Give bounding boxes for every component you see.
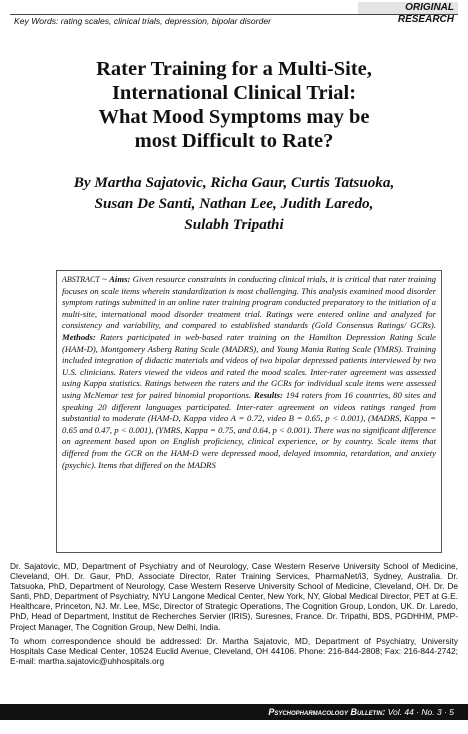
abstract-box: ABSTRACT ~ Aims: Given resource constraints in conducting clinical trials, it is critical that rater training focuses on scale items wherein standardization is most challenging. This analysis examined mood disorder symptom ratings submitted in an online rater training program conducted preparatory to the initiation of a multi-site, international mood disorder treatment trial. Ratings were entered online and analyzed for consistency and variability, and compared to established standards (Gold Consensus Ratings/ GCRs). Methods: Raters participated in web-based rater training on the Hamilton Depression Rating Scale (HAM-D), Montgomery Asberg Rating Scale (MADRS), and Young Mania Rating Scale (YMRS). Training included integration of didactic materials and videos of two bipolar depressed patients interviewed by two U.S. clinicians. Raters viewed the videos and rated the mood scales. Inter-rater agreement was assessed using Kappa statistics. Ratings between the raters and the GCRs for individual scale items were assessed using McNemar test for paired binomial proportions. Results: 194 raters from 16 countries, 80 sites and speaking 20 different languages participated. Inter-rater agreement on videos ratings ranged from substantial to moderate (HAM-D, Kappa video A = 0.72, video B = 0.65, p < 0.001), (MADRS, Kappa = 0.65 and 0.47, p < 0.001), (YMRS, Kappa = 0.75, and 0.64, p < 0.001). There was no significant difference on agreement based upon on English proficiency, clinical experience, or by country. Scale items that differed from the GCR on the HAM-D were depressed mood, delayed insomnia, retardation, and anxiety (psychic). Items that differed on the MADRS — [56, 270, 442, 553]
abstract-label: ABSTRACT — [62, 275, 100, 284]
methods-text: Raters participated in web-based rater training on the Hamilton Depression Rating Scale (HAM-D), Montgomery Asberg Rating Scale (MADRS), and Young Mania Rating Scale (YMRS). Training included integration of didactic materials and videos of two bipolar depressed patients interviewed by two U.S. clinicians. Raters viewed the videos and rated the mood scales. Inter-rater agreement was assessed using Kappa statistics. Ratings between the raters and the GCRs for individual scale items were assessed using McNemar test for paired binomial proportions. — [62, 331, 436, 400]
title-line: What Mood Symptoms may be — [98, 106, 370, 128]
keywords: Key Words: rating scales, clinical trials, depression, bipolar disorder — [14, 16, 271, 26]
title-line: International Clinical Trial: — [111, 82, 357, 104]
title-line: Rater Training for a Multi-Site, — [96, 58, 372, 80]
results-text: 194 raters from 16 countries, 80 sites and speaking 20 different languages participated. Inter-rater agreement on videos ratings ranged from substantial to moderate (HAM-D, Kappa video A = 0.72, video B = 0.65, p < 0.001), (MADRS, Kappa = 0.65 and 0.47, p < 0.001), (YMRS, Kappa = 0.75, and 0.64, p < 0.001). There was no significant difference on agreement based upon on English proficiency, clinical experience, or by country. Scale items that differed from the GCR on the HAM-D were depressed mood, delayed insomnia, retardation, and anxiety (psychic). Items that differed on the MADRS — [62, 389, 436, 470]
header-rule — [10, 14, 458, 15]
affiliations — [10, 561, 458, 670]
footer — [268, 706, 454, 718]
methods-label: Methods: — [62, 331, 96, 342]
header-bar — [0, 0, 468, 30]
title-line: most Difficult to Rate? — [134, 130, 334, 152]
aims-label: Aims: — [109, 274, 131, 284]
aims-text: Given resource constraints in conducting clinical trials, it is critical that rater training focuses on scale items wherein standardization is most challenging. This analysis examined mood disorder symptom ratings submitted in an online rater training program conducted preparatory to the initiation of a multi-site, international mood disorder treatment trial. Ratings were entered online and analyzed for consistency and variability, and compared to established standards (Gold Consensus Ratings/ GCRs). — [62, 274, 437, 331]
journal-name: Psychopharmacology Bulletin: — [268, 707, 386, 717]
article-title — [40, 57, 428, 153]
issue-info: Vol. 44 · No. 3 · 5 — [385, 707, 454, 717]
correspondence-paragraph: To whom correspondence should be addressed: Dr. Martha Sajatovic, MD, Department of Psychiatry, University Hospitals Case Medical Center, 10524 Euclid Avenue, Cleveland, OH 44106. Phone: 216-844-2808; Fax: 216-844-2742; E-mail: martha.sajatovic@uhhospitals.org — [10, 635, 458, 666]
affiliations-paragraph: Dr. Sajatovic, MD, Department of Psychiatry and of Neurology, Case Western Reserve University School of Medicine, Cleveland, OH. Dr. Gaur, PhD, Associate Director, Rater Training Services, PharmaNet/i3, Sydney, Australia. Dr. Tatsuoka, PhD, Department of Neurology, Case Western Reserve University School of Medicine, Cleveland, OH. Dr. De Santi, PhD, Department of Psychiatry, NYU Langone Medical Center, New York, NY, Global Medical Director, PET at G.E. Healthcare, Princeton, NJ. Mr. Lee, MSc, Director of Strategic Operations, The Cognition Group, London, UK. Dr. Laredo, PhD, Head of Department, Institut de Recherches Servier (IRIS), Suresnes, France. Dr. Tripathi, BDS, PGDHHM, PMP- Project Manager, The Cognition Group, New Delhi, India. — [10, 561, 458, 632]
results-label: Results: — [253, 389, 283, 400]
author-line: By Martha Sajatovic, Richa Gaur, Curtis Tatsuoka, — [73, 174, 395, 191]
author-line: Sulabh Tripathi — [184, 216, 284, 233]
section-label: ORIGINAL RESEARCH — [358, 2, 458, 14]
author-line: Susan De Santi, Nathan Lee, Judith Laredo, — [94, 195, 374, 212]
author-list — [28, 172, 440, 235]
